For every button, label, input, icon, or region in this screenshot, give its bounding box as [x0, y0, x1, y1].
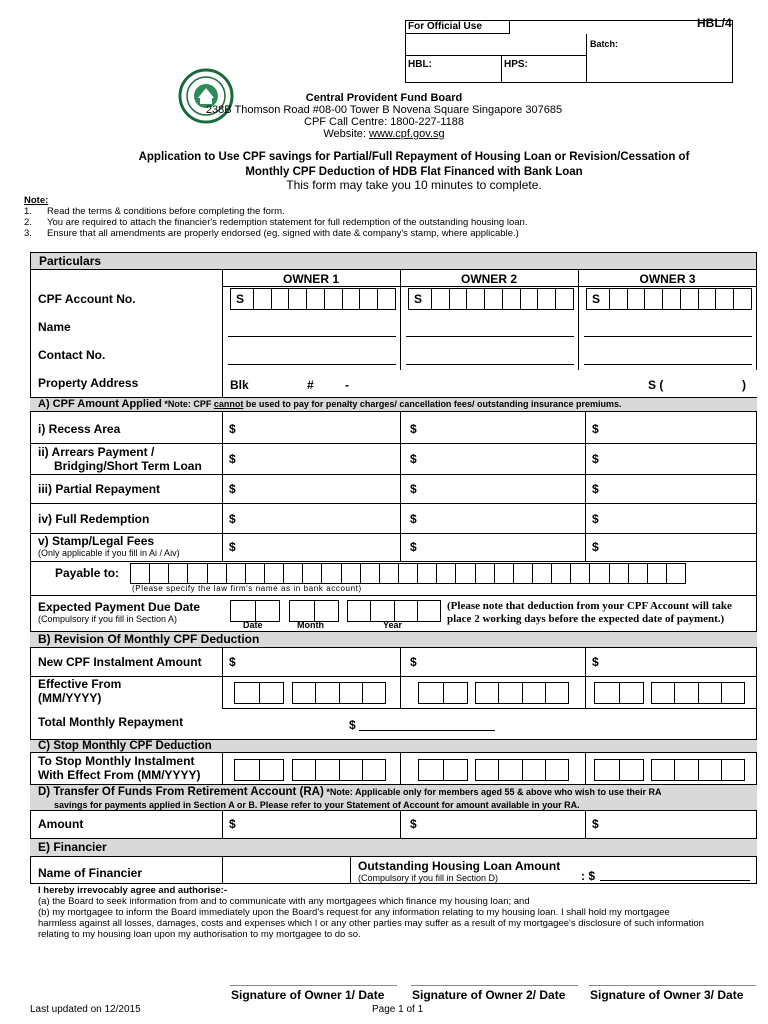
outstanding-loan-label: Outstanding Housing Loan Amount (Compulsory if you fill in Section D) — [358, 859, 561, 883]
owner2-arrears-input[interactable]: $ — [410, 452, 417, 466]
hbl-label: HBL: — [408, 59, 432, 70]
owner2-recess-input[interactable]: $ — [410, 422, 417, 436]
owner1-signature-line[interactable] — [230, 985, 397, 986]
note-item: 3. Ensure that all amendments are properly endorsed (eg. signed with date & company's stamp, where applicable.) — [24, 228, 519, 239]
stamp-legal-label: v) Stamp/Legal Fees (Only applicable if you fill in Ai / Aiv) — [38, 534, 180, 558]
owner3-contact-input[interactable] — [584, 364, 752, 365]
contact-label: Contact No. — [38, 348, 106, 362]
due-month-input[interactable] — [289, 600, 339, 622]
owner2-eff-month-input[interactable] — [418, 682, 468, 704]
owner1-heading: OWNER 1 — [282, 272, 339, 286]
owner2-heading: OWNER 2 — [460, 272, 517, 286]
note-label: Note: — [24, 195, 49, 206]
owner3-stop-month-input[interactable] — [594, 759, 644, 781]
owner1-eff-year-input[interactable] — [292, 682, 386, 704]
total-currency: $ — [349, 718, 356, 732]
cpf-account-label: CPF Account No. — [38, 292, 136, 306]
owner2-signature-line[interactable] — [411, 985, 578, 986]
due-day-input[interactable] — [230, 600, 280, 622]
page-number: Page 1 of 1 — [372, 1004, 424, 1015]
section-b-header: B) Revision Of Monthly CPF Deduction — [30, 631, 757, 648]
financier-name-label: Name of Financier — [38, 866, 143, 880]
form-title-line1: Application to Use CPF savings for Partial/Full Repayment of Housing Loan or Revision/Cessation of — [138, 151, 690, 163]
payable-to-hint: (Please specify the law firm's name as in bank account) — [132, 584, 362, 593]
section-e-header: E) Financier — [30, 838, 757, 857]
unit-hash-label: # — [307, 378, 314, 392]
owner3-name-input[interactable] — [584, 336, 752, 337]
owner1-ra-amount-input[interactable]: $ — [229, 817, 236, 831]
owner1-recess-input[interactable]: $ — [229, 422, 236, 436]
owner2-name-input[interactable] — [406, 336, 574, 337]
recess-area-label: i) Recess Area — [38, 422, 121, 436]
arrears-label: ii) Arrears Payment / Bridging/Short Term Loan — [38, 445, 202, 473]
owner2-full-input[interactable]: $ — [410, 512, 417, 526]
owner2-eff-year-input[interactable] — [475, 682, 569, 704]
note-item: 1. Read the terms & conditions before completing the form. — [24, 206, 285, 217]
owner3-new-instalment-input[interactable]: $ — [592, 655, 599, 669]
form-title-line2: Monthly CPF Deduction of HDB Flat Financed with Bank Loan — [245, 166, 583, 178]
date-label: Date — [243, 620, 263, 630]
total-repayment-input[interactable] — [359, 730, 495, 731]
owner2-contact-input[interactable] — [406, 364, 574, 365]
owner1-stamp-input[interactable]: $ — [229, 540, 236, 554]
owner1-stop-year-input[interactable] — [292, 759, 386, 781]
owner3-partial-input[interactable]: $ — [592, 482, 599, 496]
due-year-input[interactable] — [347, 600, 441, 622]
owner3-stamp-input[interactable]: $ — [592, 540, 599, 554]
owner1-contact-input[interactable] — [228, 364, 396, 365]
owner1-signature-label: Signature of Owner 1/ Date — [231, 988, 385, 1002]
board-address: 238B Thomson Road #08-00 Tower B Novena Square Singapore 307685 — [205, 104, 563, 116]
owner1-eff-month-input[interactable] — [234, 682, 284, 704]
owner3-signature-label: Signature of Owner 3/ Date — [590, 988, 744, 1002]
form-code: HBL/4 — [697, 16, 732, 30]
particulars-header: Particulars — [30, 252, 757, 270]
postal-label: S ( — [648, 378, 664, 392]
owner2-ra-amount-input[interactable]: $ — [410, 817, 417, 831]
owner1-partial-input[interactable]: $ — [229, 482, 236, 496]
owner3-eff-month-input[interactable] — [594, 682, 644, 704]
owner2-stamp-input[interactable]: $ — [410, 540, 417, 554]
website-link[interactable]: www.cpf.gov.sg — [369, 128, 445, 140]
website-line: Website: www.cpf.gov.sg — [323, 128, 445, 140]
note-item: 2. You are required to attach the financier's redemption statement for full redemption of the outstanding housing loan. — [24, 217, 528, 228]
outstanding-loan-input[interactable] — [600, 880, 750, 881]
hps-label: HPS: — [504, 59, 528, 70]
owner3-recess-input[interactable]: $ — [592, 422, 599, 436]
call-centre: CPF Call Centre: 1800-227-1188 — [304, 116, 464, 128]
payable-to-label: Payable to: — [55, 566, 120, 580]
name-label: Name — [38, 320, 71, 334]
authorise-a: (a) the Board to seek information from and to communicate with any mortgagees which finance my housing loan; and — [38, 896, 530, 907]
owner1-stop-month-input[interactable] — [234, 759, 284, 781]
form-subtitle: This form may take you 10 minutes to complete. — [286, 178, 542, 192]
year-label: Year — [383, 620, 403, 630]
authorise-b1: (b) my mortgagee to inform the Board immediately upon the Board's request for any information relating to my housing loan. I shall hold my mortgagee — [38, 907, 670, 918]
due-date-label: Expected Payment Due Date (Compulsory if you fill in Section A) — [38, 600, 201, 624]
month-label: Month — [297, 620, 324, 630]
owner2-partial-input[interactable]: $ — [410, 482, 417, 496]
owner2-stop-year-input[interactable] — [475, 759, 569, 781]
postal-close: ) — [742, 378, 746, 392]
stop-instalment-label: To Stop Monthly Instalment With Effect From (MM/YYYY) — [38, 754, 201, 782]
owner1-new-instalment-input[interactable]: $ — [229, 655, 236, 669]
authorise-heading: I hereby irrevocably agree and authorise:- — [38, 885, 228, 896]
ra-amount-label: Amount — [38, 817, 84, 831]
effective-from-label: Effective From (MM/YYYY) — [38, 677, 122, 705]
owner3-stop-year-input[interactable] — [651, 759, 745, 781]
authorise-b2: harmless against all losses, damages, costs and expenses which I or any other parties may suffer as a result of my mortgagee's disclosure of such information — [38, 918, 704, 929]
blk-label: Blk — [230, 378, 249, 392]
owner3-full-input[interactable]: $ — [592, 512, 599, 526]
owner2-stop-month-input[interactable] — [418, 759, 468, 781]
batch-label: Batch: — [590, 39, 619, 49]
official-use-label: For Official Use — [405, 20, 510, 34]
section-d-header: D) Transfer Of Funds From Retirement Account (RA) *Note: Applicable only for members aged 55 & above who wish to use their RA savings for payments applied in Section A or B. Please refer to your Statement of Account for amount available in your RA. — [30, 784, 757, 811]
owner3-heading: OWNER 3 — [639, 272, 696, 286]
payable-to-input[interactable] — [130, 563, 686, 584]
owner2-signature-label: Signature of Owner 2/ Date — [412, 988, 566, 1002]
owner1-full-input[interactable]: $ — [229, 512, 236, 526]
property-address-label: Property Address — [38, 376, 139, 390]
section-c-header: C) Stop Monthly CPF Deduction — [30, 739, 757, 753]
due-date-note: (Please note that deduction from your CPF Account will take place 2 working days before the expected date of payment.) — [447, 600, 732, 625]
new-instalment-label: New CPF Instalment Amount — [38, 655, 202, 669]
board-name: Central Provident Fund Board — [305, 92, 463, 104]
section-a-header: A) CPF Amount Applied *Note: CPF cannot be used to pay for penalty charges/ cancellation fees/ outstanding insurance premiums. — [30, 397, 757, 412]
unit-dash-label: - — [345, 378, 349, 392]
owner3-ra-amount-input[interactable]: $ — [592, 817, 599, 831]
owner1-arrears-input[interactable]: $ — [229, 452, 236, 466]
full-redemption-label: iv) Full Redemption — [38, 512, 150, 526]
owner3-cpf-input[interactable]: S — [586, 288, 752, 310]
partial-repayment-label: iii) Partial Repayment — [38, 482, 161, 496]
authorise-b3: relating to my housing loan upon my authorisation to my mortgagee to do so. — [38, 929, 361, 940]
owner2-new-instalment-input[interactable]: $ — [410, 655, 417, 669]
outstanding-currency: : $ — [581, 869, 596, 883]
owner3-eff-year-input[interactable] — [651, 682, 745, 704]
owner3-arrears-input[interactable]: $ — [592, 452, 599, 466]
owner1-name-input[interactable] — [228, 336, 396, 337]
owner3-signature-line[interactable] — [589, 985, 756, 986]
owner2-cpf-input[interactable]: S — [408, 288, 574, 310]
financier-name-input[interactable] — [222, 857, 350, 884]
total-repayment-label: Total Monthly Repayment — [38, 715, 184, 729]
owner1-cpf-input[interactable]: S — [230, 288, 396, 310]
last-updated: Last updated on 12/2015 — [30, 1004, 141, 1015]
